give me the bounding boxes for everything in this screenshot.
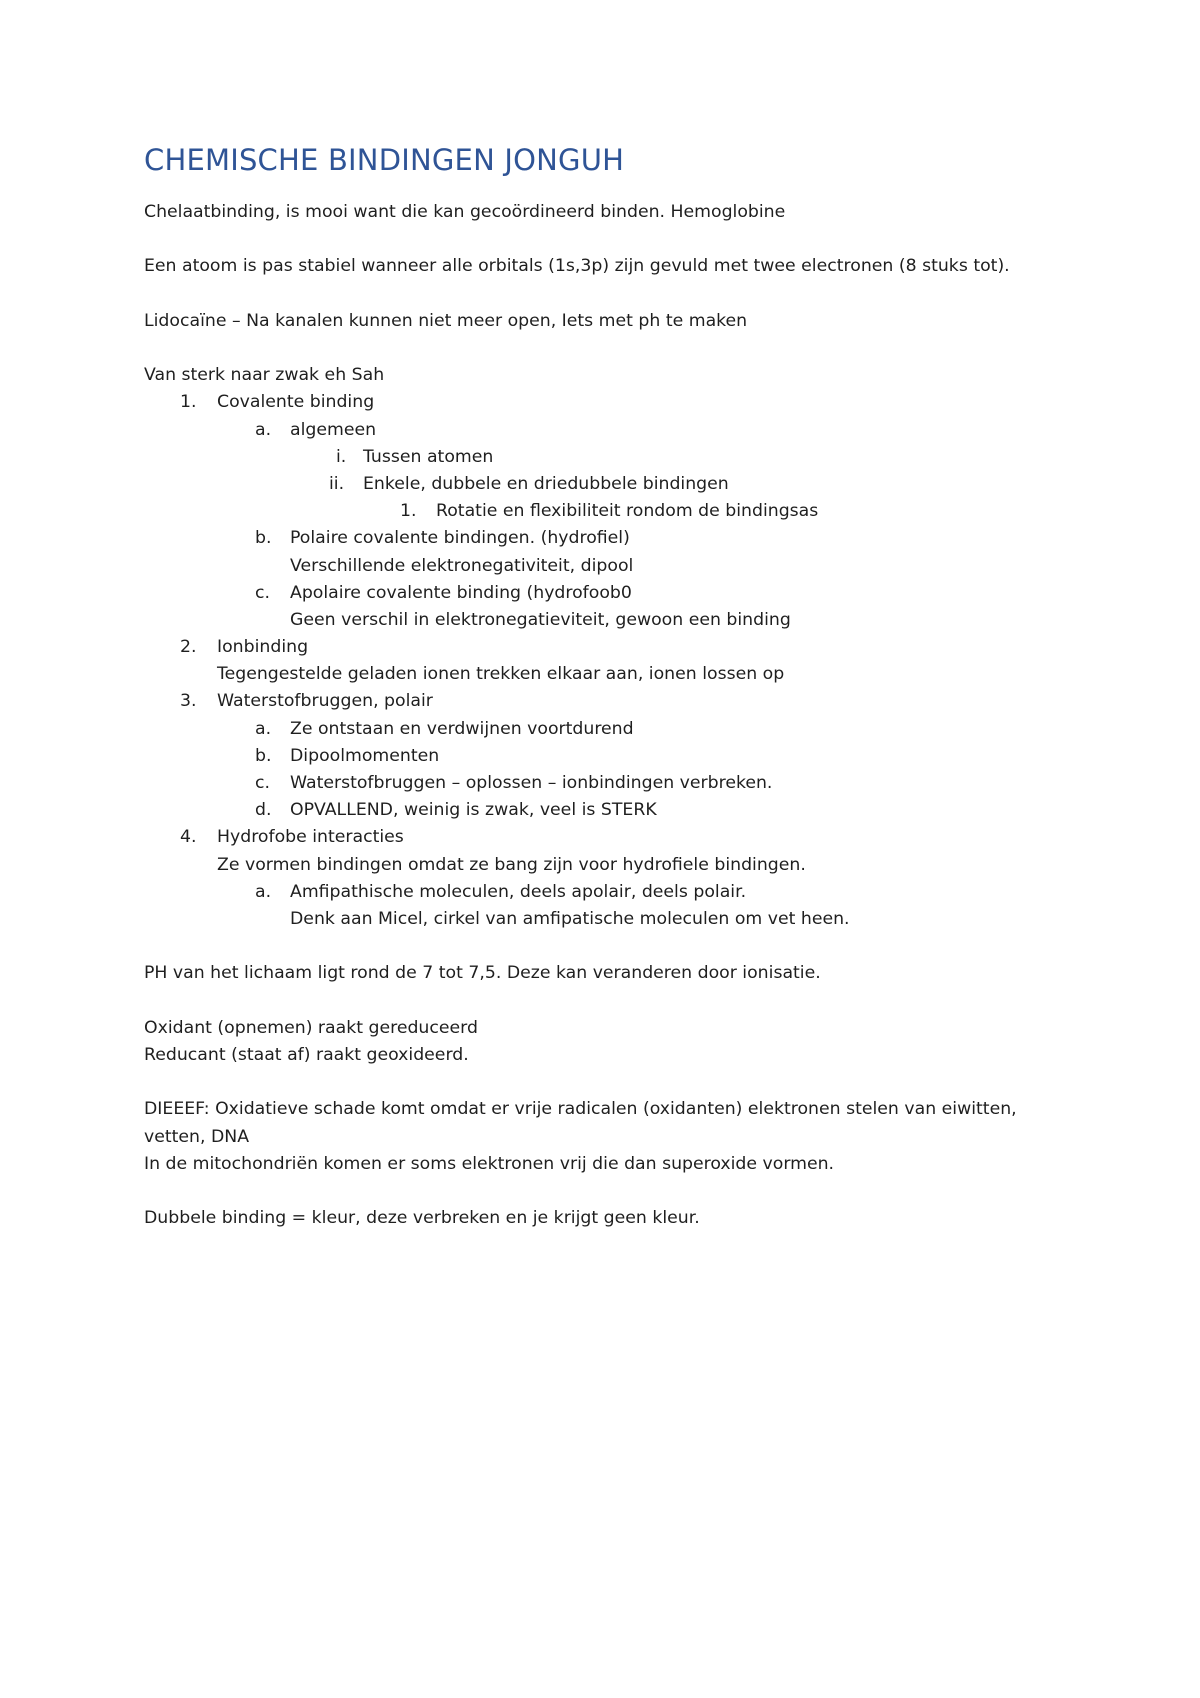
list-item <box>144 444 1074 471</box>
list-marker: ii. <box>329 473 345 494</box>
list-item <box>144 417 1074 444</box>
list-item-text: Waterstofbruggen – oplossen – ionbindingen verbreken. <box>290 773 773 793</box>
list-item-continuation <box>144 607 1074 634</box>
list-item <box>144 498 1074 525</box>
list-item-continuation <box>144 906 1074 933</box>
document-title: CHEMISCHE BINDINGEN JONGUH <box>144 143 625 177</box>
list-item <box>144 716 1074 743</box>
paragraph-atoom: Een atoom is pas stabiel wanneer alle orbitals (1s,3p) zijn gevuld met twee electronen (8 stuks tot). <box>144 256 1010 277</box>
list-item-text: OPVALLEND, weinig is zwak, veel is STERK <box>290 800 657 821</box>
list-item <box>144 797 1074 824</box>
list-marker: 4. <box>180 827 197 848</box>
list-item <box>144 879 1074 906</box>
list-item-text: Tegengestelde geladen ionen trekken elkaar aan, ionen lossen op <box>217 664 785 685</box>
list-marker: a. <box>255 718 272 739</box>
document-body <box>144 199 1074 1232</box>
list-marker: b. <box>255 528 272 549</box>
paragraph-dieeef: DIEEEF: Oxidatieve schade komt omdat er vrije radicalen (oxidanten) elektronen stelen van eiwitten, <box>144 1099 1017 1120</box>
list-item-text: Ze ontstaan en verdwijnen voortdurend <box>290 718 634 739</box>
list-marker: 3. <box>180 691 197 712</box>
list-item-text: Denk aan Micel, cirkel van amfipatische moleculen om vet heen. <box>290 908 850 929</box>
list-marker: a. <box>255 881 272 902</box>
list-item-text: Verschillende elektronegativiteit, dipool <box>290 555 634 576</box>
list-item-text: Waterstofbruggen, polair <box>217 691 433 712</box>
paragraph-chelaat: Chelaatbinding, is mooi want die kan gecoördineerd binden. Hemoglobine <box>144 202 786 222</box>
list-item-text: Enkele, dubbele en driedubbele bindingen <box>363 473 729 494</box>
list-item-text: Ze vormen bindingen omdat ze bang zijn voor hydrofiele bindingen. <box>217 854 806 875</box>
list-marker: 1. <box>400 501 417 522</box>
list-item-text: Apolaire covalente binding (hydrofoob0 <box>290 582 632 603</box>
list-marker: c. <box>255 582 270 603</box>
list-item <box>144 580 1074 607</box>
paragraph-oxidant: Oxidant (opnemen) raakt gereduceerd <box>144 1017 478 1038</box>
list-item <box>144 389 1074 416</box>
list-item <box>144 824 1074 851</box>
list-item-text: Rotatie en flexibiliteit rondom de bindingsas <box>436 501 819 522</box>
paragraph-lidocaine: Lidocaïne – Na kanalen kunnen niet meer open, Iets met ph te maken <box>144 310 748 331</box>
list-item <box>144 634 1074 661</box>
list-marker: 2. <box>180 637 197 658</box>
list-item-text: Ionbinding <box>217 637 309 658</box>
list-item-continuation <box>144 553 1074 580</box>
list-marker: a. <box>255 419 272 440</box>
list-item-continuation <box>144 852 1074 879</box>
paragraph-mitochondrien: In de mitochondriën komen er soms elektronen vrij die dan superoxide vormen. <box>144 1153 835 1174</box>
list-marker: c. <box>255 773 270 793</box>
list-marker: 1. <box>180 392 197 413</box>
list-marker: b. <box>255 745 272 766</box>
list-marker: i. <box>336 446 347 467</box>
list-item-text: Geen verschil in elektronegatieviteit, gewoon een binding <box>290 609 791 630</box>
paragraph-dubbele-binding: Dubbele binding = kleur, deze verbreken en je krijgt geen kleur. <box>144 1208 700 1229</box>
list-item <box>144 471 1074 498</box>
list-item-text: Amfipathische moleculen, deels apolair, deels polair. <box>290 881 747 902</box>
paragraph-sterk-zwak: Van sterk naar zwak eh Sah <box>144 365 385 386</box>
list-item <box>144 743 1074 770</box>
list-item <box>144 688 1074 715</box>
paragraph-reducant: Reducant (staat af) raakt geoxideerd. <box>144 1044 469 1065</box>
list-item-text: algemeen <box>290 419 377 440</box>
list-marker: d. <box>255 800 272 821</box>
list-item-text: Polaire covalente bindingen. (hydrofiel) <box>290 528 630 549</box>
list-item-text: Tussen atomen <box>363 446 494 467</box>
list-item <box>144 770 1074 797</box>
paragraph-ph: PH van het lichaam ligt rond de 7 tot 7,5. Deze kan veranderen door ionisatie. <box>144 963 821 984</box>
list-item-continuation <box>144 661 1074 688</box>
paragraph-dieeef-continuation: vetten, DNA <box>144 1126 250 1147</box>
list-item-text: Covalente binding <box>217 392 375 413</box>
list-item <box>144 525 1074 552</box>
list-item-text: Dipoolmomenten <box>290 745 440 766</box>
list-item-text: Hydrofobe interacties <box>217 827 404 848</box>
